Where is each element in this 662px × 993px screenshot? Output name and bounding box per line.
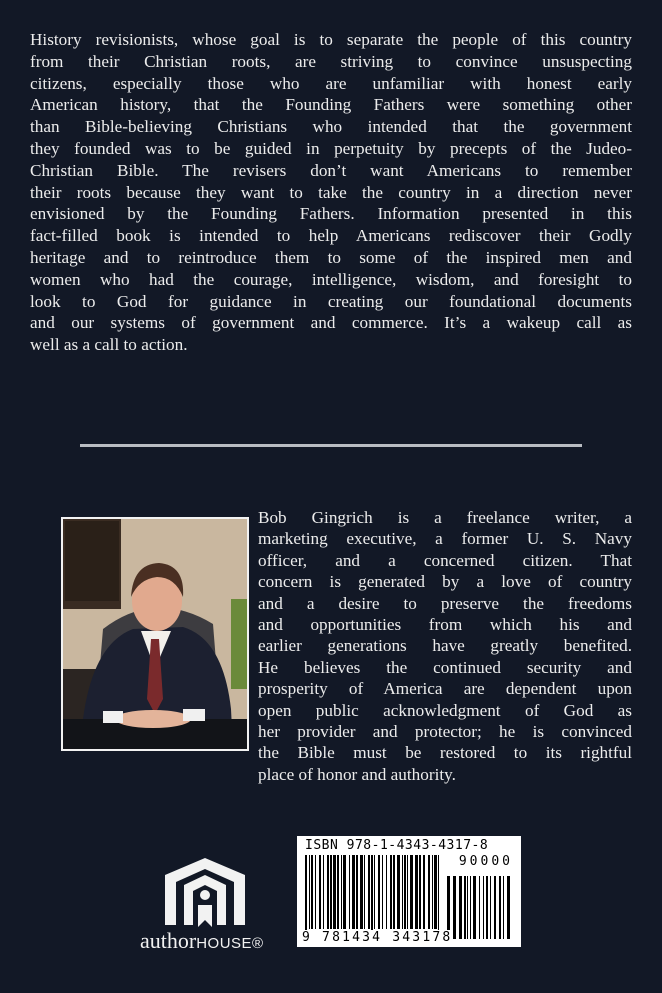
registered-mark: ® (252, 935, 264, 952)
barcode-bar (390, 855, 392, 929)
barcode-bar (323, 855, 324, 929)
barcode-bar (368, 855, 370, 929)
text-line: He believes the continued security and (258, 657, 632, 677)
publisher-name-lower: author (140, 928, 197, 953)
barcode-bar (305, 855, 307, 939)
barcode-bar (423, 855, 425, 929)
barcode-bar (364, 855, 365, 929)
barcode-bar (333, 855, 336, 929)
addon-bar (464, 876, 466, 939)
barcode-bar (315, 855, 316, 929)
text-line: women who had the courage, intelligence, wisdom, and foresight to (30, 269, 632, 289)
barcode-bar (311, 855, 313, 929)
text-line: her provider and protector; he is convinced (258, 722, 632, 742)
barcode-bar (327, 855, 329, 929)
text-line: citizens, especially those who are unfamiliar with honest early (30, 73, 632, 93)
publisher-name (140, 928, 264, 954)
barcode-bar (415, 855, 418, 929)
barcode-bar (349, 855, 350, 929)
addon-bar (467, 876, 468, 939)
addon-bar (473, 876, 476, 939)
barcode-bar (397, 855, 400, 929)
text-line: marketing executive, a former U. S. Navy (258, 529, 632, 549)
addon-bar (507, 876, 510, 939)
addon-bar (503, 876, 504, 939)
back-cover-blurb (30, 29, 632, 356)
barcode-bar (378, 855, 380, 929)
author-photo (61, 517, 249, 751)
text-line: American history, that the Founding Fathers were something other (30, 95, 632, 115)
isbn-barcode (297, 836, 521, 947)
text-line: from their Christian roots, are striving to convince unsuspecting (30, 51, 632, 71)
text-line: well as a call to action. (30, 335, 188, 355)
barcode-bar (386, 855, 387, 929)
barcode-bar (343, 855, 346, 929)
barcode-bar (341, 855, 342, 929)
addon-bar (494, 876, 496, 939)
barcode-bar (402, 855, 403, 929)
barcode-bar (360, 855, 363, 929)
addon-bar (459, 876, 462, 939)
text-line: prosperity of America are dependent upon (258, 679, 632, 699)
text-line: their roots because they want to take the country in a direction never (30, 182, 632, 202)
author-bio (258, 507, 632, 785)
text-line: concern is generated by a love of country (258, 572, 632, 592)
barcode-bar (404, 855, 406, 929)
text-line: Bob Gingrich is a freelance writer, a (258, 508, 632, 527)
price-code: 90000 (458, 854, 513, 869)
text-line: and a desire to preserve the freedoms (258, 593, 632, 613)
barcode-bar (432, 855, 433, 929)
text-line: open public acknowledgment of God as (258, 700, 632, 720)
addon-bar (490, 876, 491, 939)
text-line: look to God for guidance in creating our foundational documents (30, 291, 632, 311)
text-line: Christian Bible. The revisers don’t want Americans to remember (30, 160, 632, 180)
barcode-bar (309, 855, 310, 929)
text-line: earlier generations have greatly benefited. (258, 636, 632, 656)
isbn-text: ISBN 978-1-4343-4317-8 (305, 838, 489, 853)
text-line: envisioned by the Founding Fathers. Information presented in this (30, 204, 632, 224)
barcode-bar (352, 855, 355, 929)
addon-bar (486, 876, 488, 939)
text-line: officer, and a concerned citizen. That (258, 550, 632, 570)
addon-bar (470, 876, 471, 939)
text-line: and our systems of government and commerce. It’s a wakeup call as (30, 313, 632, 333)
addon-bar (453, 876, 456, 939)
barcode-bar (434, 855, 437, 929)
barcode-bar (371, 855, 373, 939)
barcode-bar (382, 855, 383, 929)
barcode-bar (438, 855, 439, 939)
text-line: the Bible must be restored to its rightful (258, 743, 632, 763)
barcode-bar (374, 855, 375, 929)
barcode-bar (393, 855, 395, 929)
addon-bar (483, 876, 484, 939)
barcode-bar (410, 855, 413, 929)
addon-bar (479, 876, 480, 939)
text-line: and opportunities from which his and (258, 615, 632, 635)
text-line: they founded was to be guided in perpetuity by precepts of the Judeo- (30, 138, 632, 158)
barcode-bar (428, 855, 430, 929)
barcode-bar (337, 855, 339, 929)
barcode-bar (319, 855, 321, 929)
text-line: History revisionists, whose goal is to separate the people of this country (30, 30, 632, 49)
text-line: place of honor and authority. (258, 764, 456, 784)
barcode-bar (356, 855, 358, 929)
publisher-name-caps: HOUSE (196, 935, 253, 952)
divider (80, 444, 582, 447)
ean-digits: 9 781434 343178 (302, 930, 453, 945)
barcode-bar (419, 855, 421, 929)
text-line: heritage and to reintroduce them to some of the inspired men and (30, 247, 632, 267)
barcode-bar (407, 855, 408, 929)
text-line: than Bible-believing Christians who intended that the government (30, 117, 632, 137)
addon-bar (499, 876, 501, 939)
barcode-bar (330, 855, 332, 929)
text-line: fact-filled book is intended to help Americans rediscover their Godly (30, 226, 632, 246)
